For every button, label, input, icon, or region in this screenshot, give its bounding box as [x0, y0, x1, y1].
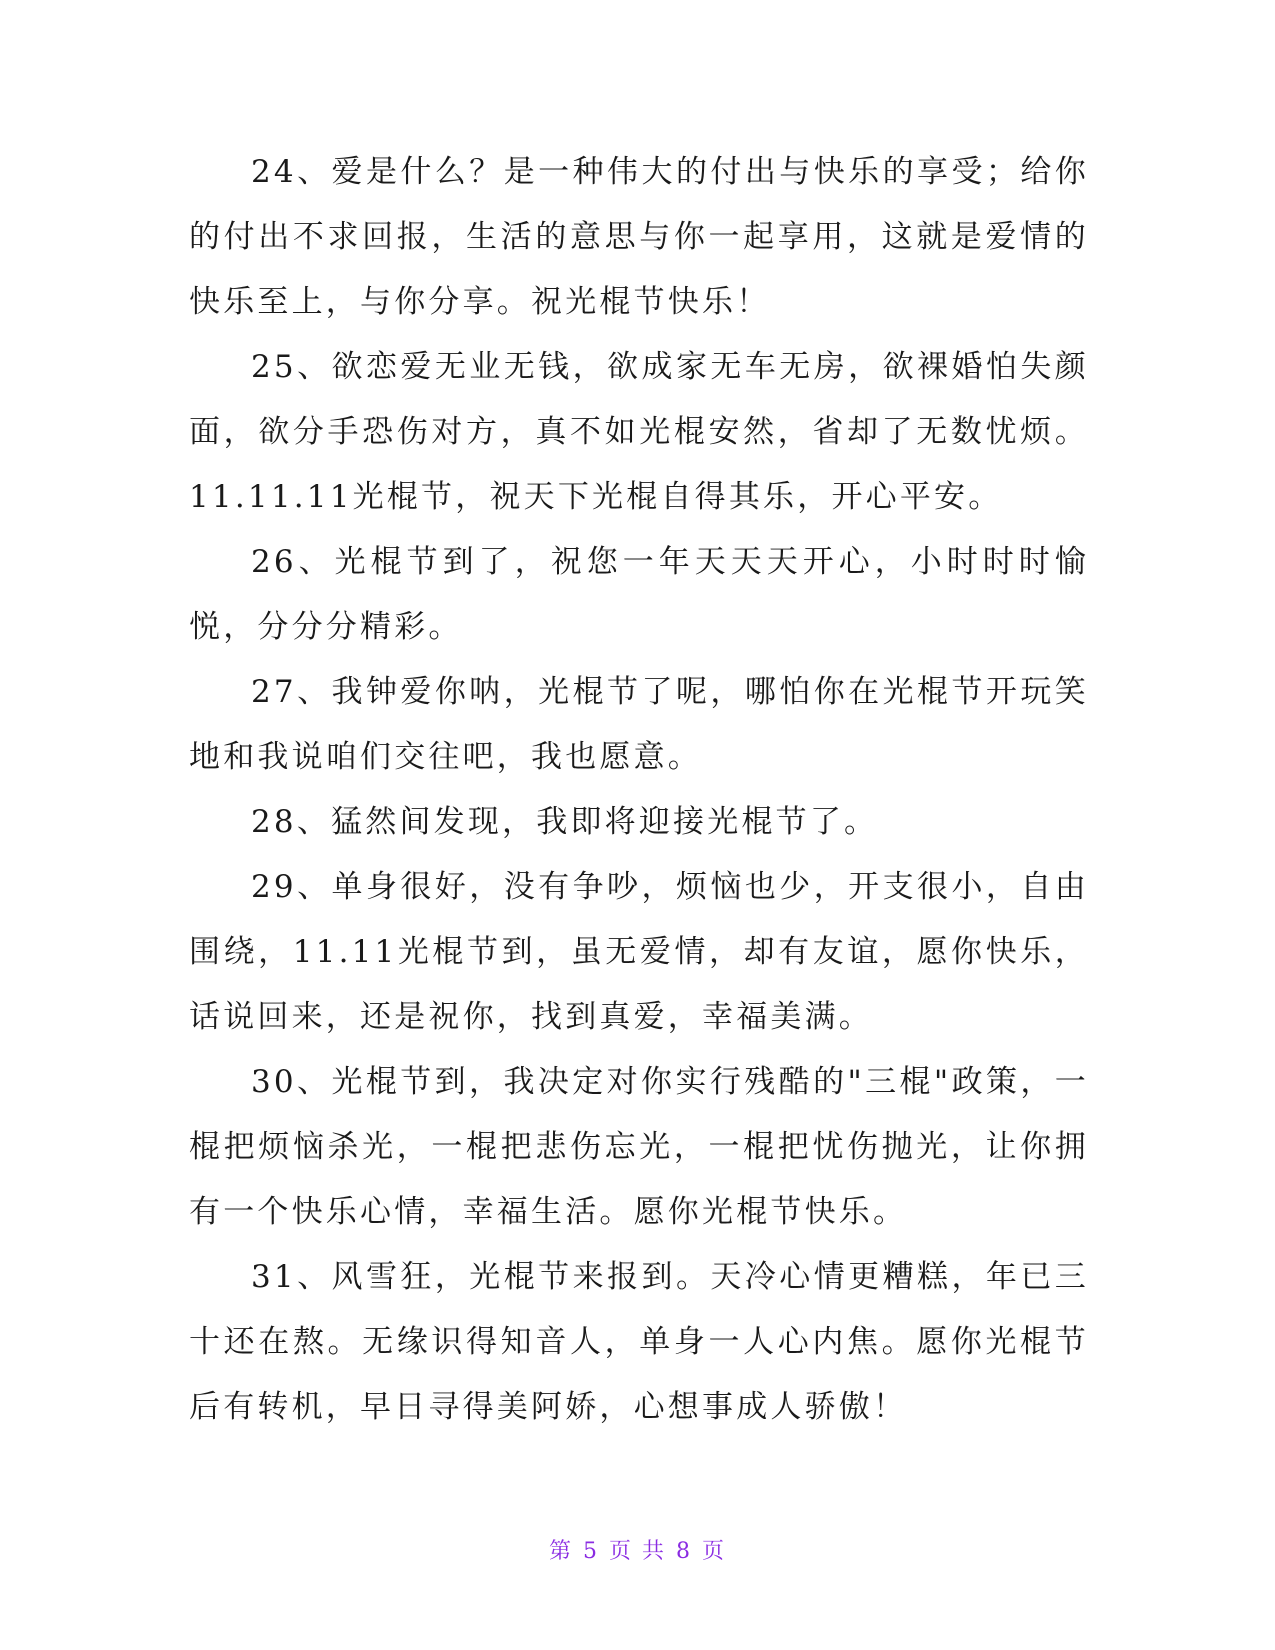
page-label-suffix: 页 — [702, 1539, 727, 1564]
page-label-mid: 页 共 — [609, 1539, 666, 1564]
paragraph-29: 29、单身很好，没有争吵，烦恼也少，开支很小，自由围绕，11.11光棍节到，虽无爱情，却有友谊，愿你快乐，话说回来，还是祝你，找到真爱，幸福美满。 — [189, 869, 1089, 1035]
total-pages-number: 8 — [676, 1539, 692, 1564]
page-label-prefix: 第 — [548, 1539, 573, 1564]
paragraph-31: 31、风雪狂，光棍节来报到。天冷心情更糟糕，年已三十还在熬。无缘识得知音人，单身一人心内焦。愿你光棍节后有转机，早日寻得美阿娇，心想事成人骄傲！ — [189, 1259, 1089, 1425]
paragraph-28: 28、猛然间发现，我即将迎接光棍节了。 — [251, 804, 879, 840]
paragraph-24: 24、爱是什么？是一种伟大的付出与快乐的享受；给你的付出不求回报，生活的意思与你一起享用，这就是爱情的快乐至上，与你分享。祝光棍节快乐！ — [189, 154, 1089, 320]
paragraph-30: 30、光棍节到，我决定对你实行残酷的"三棍"政策，一棍把烦恼杀光，一棍把悲伤忘光，一棍把忧伤抛光，让你拥有一个快乐心情，幸福生活。愿你光棍节快乐。 — [189, 1064, 1089, 1230]
page-number-footer — [0, 1534, 1275, 1565]
paragraph-27: 27、我钟爱你呐，光棍节了呢，哪怕你在光棍节开玩笑地和我说咱们交往吧，我也愿意。 — [189, 674, 1089, 775]
paragraph-25: 25、欲恋爱无业无钱，欲成家无车无房，欲裸婚怕失颜面，欲分手恐伤对方，真不如光棍安然，省却了无数忧烦。11.11.11光棍节，祝天下光棍自得其乐，开心平安。 — [189, 349, 1089, 515]
document-body — [189, 140, 1089, 1440]
current-page-number: 5 — [583, 1539, 599, 1564]
paragraph-26: 26、光棍节到了，祝您一年天天天开心，小时时时愉悦，分分分精彩。 — [189, 544, 1089, 645]
